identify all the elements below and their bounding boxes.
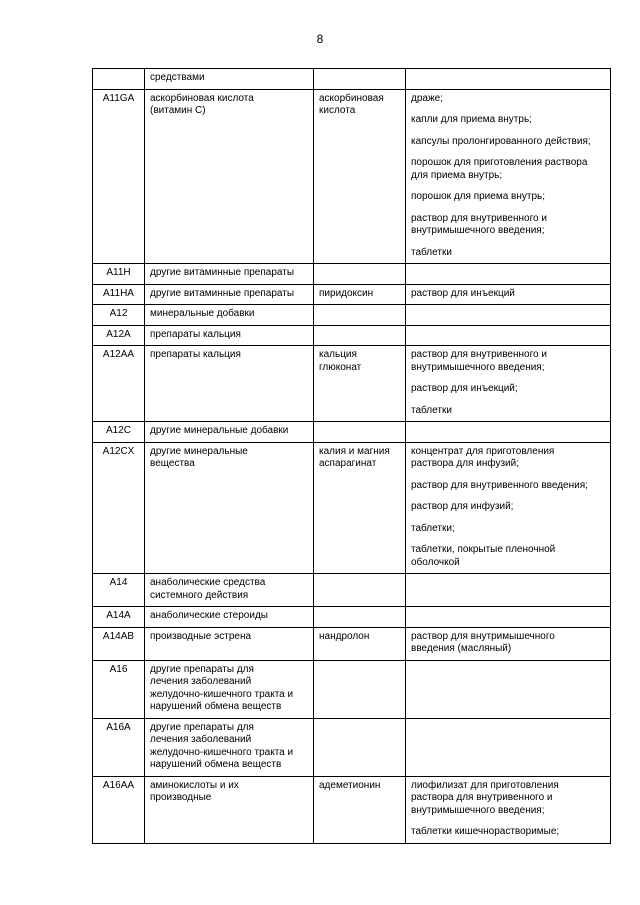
atc-code-cell: A16 (93, 660, 145, 718)
group-name-cell: другие препараты для лечения заболеваний желудочно-кишечного тракта и нарушений обмена веществ (145, 660, 314, 718)
inn-cell: кальция глюконат (314, 346, 406, 422)
table-row (93, 346, 611, 422)
page-number: 8 (316, 32, 324, 46)
dosage-form: лиофилизат для приготовления раствора для внутривенного и внутримышечного введения; (411, 779, 559, 816)
atc-code-cell: A12 (93, 305, 145, 326)
inn-cell (314, 305, 406, 326)
inn-cell (314, 660, 406, 718)
dosage-forms-cell (406, 89, 611, 264)
inn-cell (314, 264, 406, 285)
dosage-form: таблетки (411, 404, 452, 416)
atc-code-cell: A12A (93, 325, 145, 346)
atc-code-cell: A12AA (93, 346, 145, 422)
inn-cell: адеметионин (314, 776, 406, 843)
atc-code-cell: A16AA (93, 776, 145, 843)
dosage-form: раствор для инфузий; (411, 501, 514, 512)
inn-cell: нандролон (314, 627, 406, 660)
group-name-cell: препараты кальция (145, 325, 314, 346)
dosage-forms-cell (406, 607, 611, 628)
group-name-cell: другие минеральные вещества (145, 442, 314, 574)
table-row (93, 627, 611, 660)
dosage-form: порошок для приема внутрь; (411, 191, 546, 202)
dosage-form: концентрат для приготовления раствора для инфузий; (411, 445, 555, 469)
drug-table (92, 68, 611, 844)
dosage-forms-cell (406, 305, 611, 326)
dosage-forms-cell (406, 422, 611, 443)
dosage-forms-cell (406, 660, 611, 718)
table-row (93, 264, 611, 285)
table-row (93, 325, 611, 346)
table-row (93, 422, 611, 443)
group-name-cell: средствами (145, 69, 314, 90)
inn-cell: пиридоксин (314, 284, 406, 305)
table-body (93, 69, 611, 844)
table-row (93, 305, 611, 326)
dosage-forms-cell (406, 627, 611, 660)
atc-code-cell: A12CX (93, 442, 145, 574)
dosage-forms-cell (406, 69, 611, 90)
atc-code-cell: A14 (93, 574, 145, 607)
atc-code-cell: A16A (93, 718, 145, 776)
dosage-forms-cell (406, 442, 611, 574)
table-row (93, 442, 611, 574)
group-name-cell: другие препараты для лечения заболеваний желудочно-кишечного тракта и нарушений обмена веществ (145, 718, 314, 776)
table-row (93, 776, 611, 843)
group-name-cell: аскорбиновая кислота (витамин С) (145, 89, 314, 264)
atc-code-cell (93, 69, 145, 90)
dosage-form: раствор для внутривенного и внутримышечного введения; (411, 349, 547, 373)
inn-cell (314, 574, 406, 607)
dosage-form: капсулы пролонгированного действия; (411, 135, 591, 147)
table-row (93, 718, 611, 776)
group-name-cell: аминокислоты и их производные (145, 776, 314, 843)
dosage-form: драже; (411, 92, 443, 104)
table-row (93, 69, 611, 90)
dosage-form: таблетки кишечнорастворимые; (411, 826, 560, 837)
group-name-cell: анаболические стероиды (145, 607, 314, 628)
dosage-forms-cell (406, 346, 611, 422)
dosage-forms-cell (406, 325, 611, 346)
table-row (93, 574, 611, 607)
group-name-cell: минеральные добавки (145, 305, 314, 326)
dosage-form: порошок для приготовления раствора для приема внутрь; (411, 157, 588, 181)
dosage-form: таблетки, покрытые пленочной оболочкой (411, 544, 556, 568)
group-name-cell: другие витаминные препараты (145, 264, 314, 285)
group-name-cell: анаболические средства системного действия (145, 574, 314, 607)
group-name-cell: препараты кальция (145, 346, 314, 422)
table-row (93, 607, 611, 628)
inn-cell: аскорбиновая кислота (314, 89, 406, 264)
dosage-form: раствор для внутримышечного введения (масляный) (411, 630, 555, 654)
table-row (93, 660, 611, 718)
dosage-forms-cell (406, 574, 611, 607)
dosage-form: раствор для инъекций (411, 287, 515, 299)
group-name-cell: другие витаминные препараты (145, 284, 314, 305)
inn-cell: калия и магния аспарагинат (314, 442, 406, 574)
atc-code-cell: A11GA (93, 89, 145, 264)
inn-cell (314, 422, 406, 443)
atc-code-cell: A11HA (93, 284, 145, 305)
dosage-form: раствор для внутривенного введения; (411, 479, 588, 491)
dosage-forms-cell (406, 284, 611, 305)
dosage-forms-cell (406, 264, 611, 285)
dosage-form: раствор для инъекций; (411, 383, 518, 394)
dosage-forms-cell (406, 776, 611, 843)
group-name-cell: другие минеральные добавки (145, 422, 314, 443)
dosage-form: таблетки (411, 246, 452, 258)
dosage-form: капли для приема внутрь; (411, 114, 532, 125)
atc-code-cell: A11H (93, 264, 145, 285)
dosage-form: таблетки; (411, 522, 455, 534)
inn-cell (314, 69, 406, 90)
inn-cell (314, 607, 406, 628)
table-row (93, 284, 611, 305)
dosage-forms-cell (406, 718, 611, 776)
table-row (93, 89, 611, 264)
group-name-cell: производные эстрена (145, 627, 314, 660)
inn-cell (314, 718, 406, 776)
atc-code-cell: A14AB (93, 627, 145, 660)
dosage-form: раствор для внутривенного и внутримышечного введения; (411, 212, 547, 236)
atc-code-cell: A14A (93, 607, 145, 628)
inn-cell (314, 325, 406, 346)
atc-code-cell: A12C (93, 422, 145, 443)
